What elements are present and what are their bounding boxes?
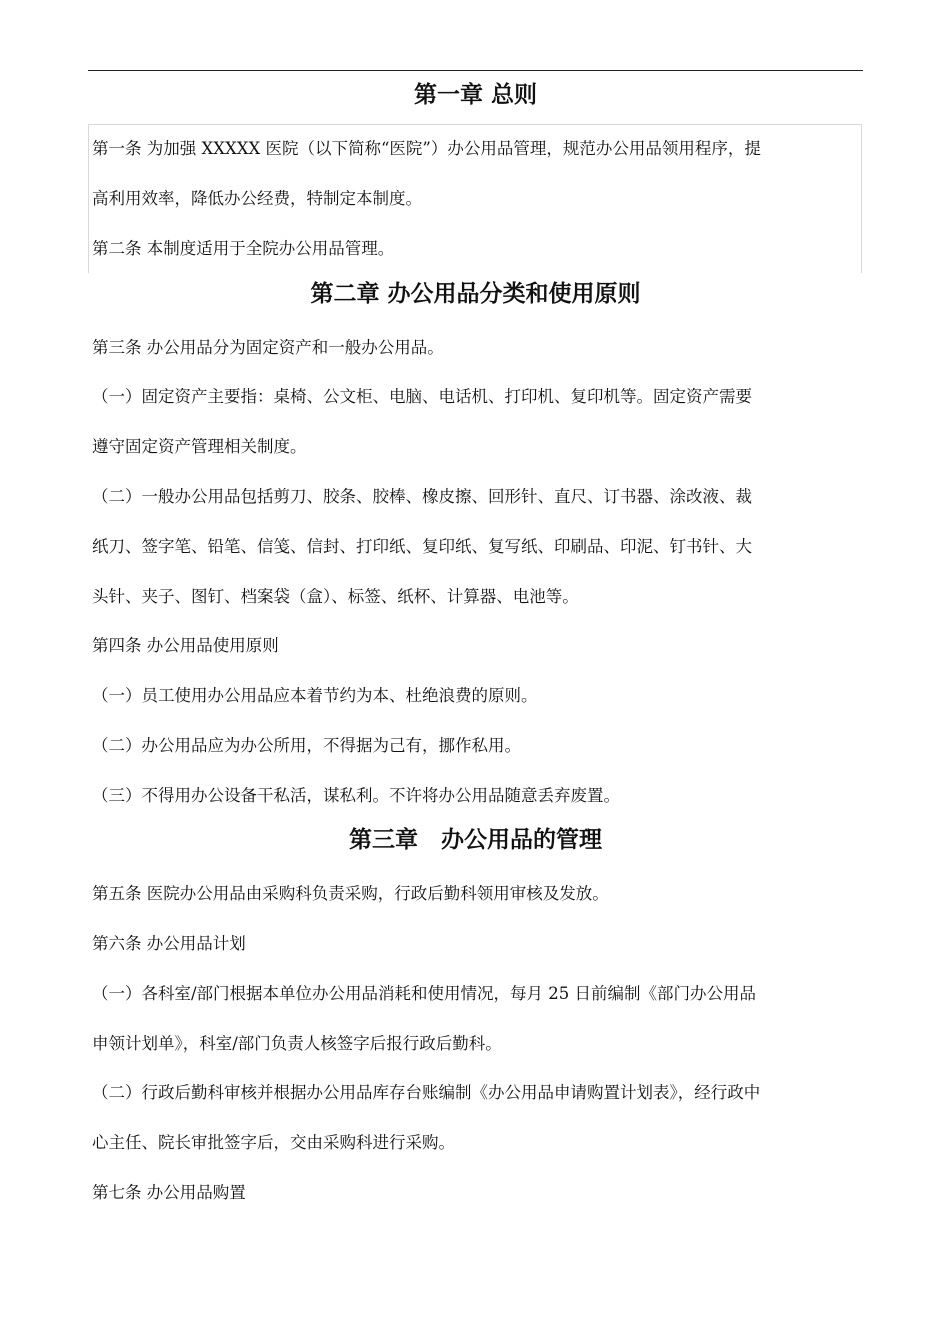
article-4-item-1: （一）员工使用办公用品应本着节约为本、杜绝浪费的原则。 [92,686,538,705]
article-3-item-2-line-2: 纸刀、签字笔、铅笔、信笺、信封、打印纸、复印纸、复写纸、印刷品、印泥、钉书针、大 [92,537,752,556]
article-6: 第六条 办公用品计划 [92,934,246,953]
article-5: 第五条 医院办公用品由采购科负责采购，行政后勤科领用审核及发放。 [92,884,609,903]
article-3-item-1-line-1: （一）固定资产主要指：桌椅、公文柜、电脑、电话机、打印机、复印机等。固定资产需要 [92,387,752,406]
article-3: 第三条 办公用品分为固定资产和一般办公用品。 [92,338,444,357]
article-1-line-2: 高利用效率，降低办公经费，特制定本制度。 [92,189,422,208]
article-4-item-3: （三）不得用办公设备干私活，谋私利。不许将办公用品随意丢弃废置。 [92,786,620,805]
header-rule [88,70,863,71]
article-6-item-2-line-1: （二）行政后勤科审核并根据办公用品库存台账编制《办公用品申请购置计划表》，经行政中 [92,1083,761,1102]
article-6-item-1-line-2: 申领计划单》，科室/部门负责人核签字后报行政后勤科。 [92,1034,502,1053]
chapter-1-title: 第一章 总则 [413,82,537,108]
article-2: 第二条 本制度适用于全院办公用品管理。 [92,239,395,258]
article-1-line-1: 第一条 为加强 XXXXX 医院（以下简称“医院”）办公用品管理，规范办公用品领用程序，提 [92,139,761,158]
article-3-item-1-line-2: 遵守固定资产管理相关制度。 [92,437,307,456]
article-4: 第四条 办公用品使用原则 [92,636,279,655]
article-3-item-2-line-3: 头针、夹子、图钉、档案袋（盒）、标签、纸杯、计算器、电池等。 [92,587,579,606]
chapter-2-title: 第二章 办公用品分类和使用原则 [310,281,641,307]
article-4-item-2: （二）办公用品应为办公所用，不得据为己有，挪作私用。 [92,736,521,755]
article-3-item-2-line-1: （二）一般办公用品包括剪刀、胶条、胶棒、橡皮擦、回形针、直尺、订书器、涂改液、裁 [92,487,752,506]
chapter-3-title: 第三章 办公用品的管理 [349,827,602,853]
article-6-item-2-line-2: 心主任、院长审批签字后，交由采购科进行采购。 [92,1133,455,1152]
article-7: 第七条 办公用品购置 [92,1183,246,1202]
article-6-item-1-line-1: （一）各科室/部门根据本单位办公用品消耗和使用情况，每月 25 日前编制《部门办公用品 [92,984,757,1003]
